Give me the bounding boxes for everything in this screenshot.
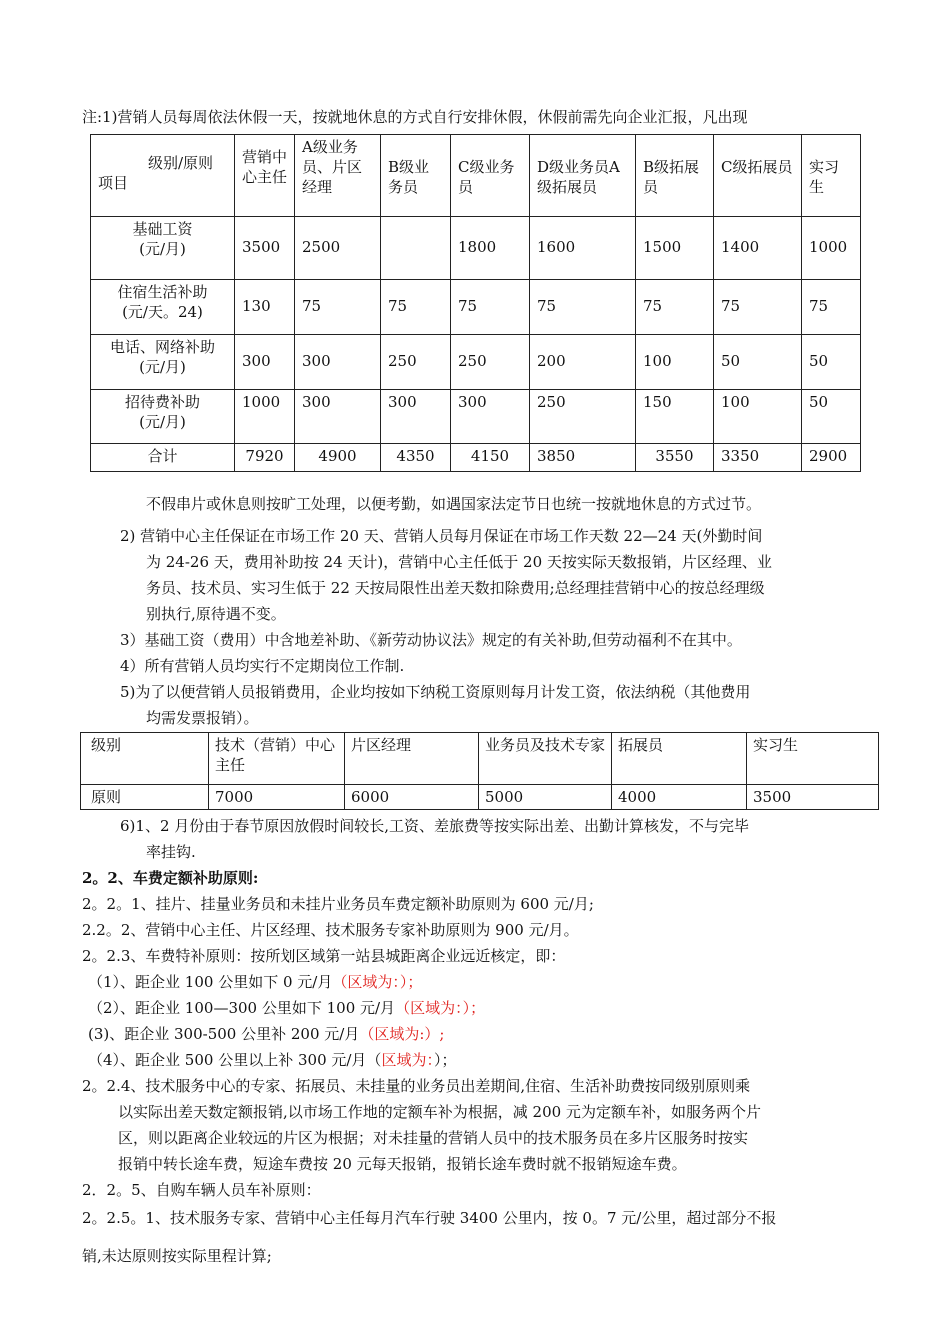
corner-cell bbox=[91, 135, 235, 217]
cell: 300 bbox=[235, 335, 295, 390]
item-text: （1）、距企业 100 公里如下 0 元/月 bbox=[88, 973, 333, 991]
col-header: 技术（营销）中心主任 bbox=[209, 733, 345, 785]
table-row bbox=[91, 280, 861, 335]
list-item bbox=[88, 1050, 456, 1070]
para-2-line: 为 24-26 天，费用补助按 24 天计)，营销中心主任低于 20 天按实际天数报销，片区经理、业 bbox=[146, 553, 772, 571]
list-item bbox=[88, 972, 422, 992]
row-label: 原则 bbox=[81, 785, 209, 810]
item-region: （区域为:）; bbox=[359, 1025, 445, 1043]
clause-2-2-5-1-line: 2。2.5。1、技术服务专家、营销中心主任每月汽车行驶 3400 公里内，按 0。7 元/公里，超过部分不报 bbox=[82, 1209, 777, 1227]
cell: 4000 bbox=[612, 785, 747, 810]
row-label: 招待费补助 bbox=[124, 393, 200, 411]
cell: 50 bbox=[714, 335, 802, 390]
corner-bottom: 项目 bbox=[98, 174, 129, 192]
col-header: C级业务员 bbox=[451, 135, 530, 217]
para-5-line: 5)为了以便营销人员报销费用，企业均按如下纳税工资原则每月计发工资，依法纳税（其他费用 bbox=[120, 683, 751, 701]
cell bbox=[381, 217, 451, 280]
cell: 75 bbox=[381, 280, 451, 335]
cell: 7920 bbox=[235, 444, 295, 472]
cell: 1500 bbox=[636, 217, 714, 280]
col-header: 营销中心主任 bbox=[235, 135, 295, 217]
col-header: C级拓展员 bbox=[714, 135, 802, 217]
col-header: 实习生 bbox=[747, 733, 879, 785]
row-label: 电话、网络补助 bbox=[109, 338, 215, 356]
list-item bbox=[88, 1024, 444, 1044]
clause-2-2-1: 2。2。1、挂片、挂量业务员和未挂片业务员车费定额补助原则为 600 元/月; bbox=[82, 895, 594, 913]
cell: 1600 bbox=[530, 217, 636, 280]
para-3: 3）基础工资（费用）中含地差补助、《新劳动协议法》规定的有关补助,但劳动福利不在其中。 bbox=[120, 631, 742, 649]
section-title: 2。2、车费定额补助原则: bbox=[82, 869, 259, 887]
row-label-unit: (元/月) bbox=[139, 358, 186, 376]
cell: 4350 bbox=[381, 444, 451, 472]
cell: 75 bbox=[636, 280, 714, 335]
cell: 6000 bbox=[345, 785, 479, 810]
cell: 1800 bbox=[451, 217, 530, 280]
col-header: 拓展员 bbox=[612, 733, 747, 785]
para-1: 不假串片或休息则按旷工处理，以便考勤，如遇国家法定节日也统一按就地休息的方式过节。 bbox=[146, 495, 762, 513]
cell: 100 bbox=[636, 335, 714, 390]
cell: 250 bbox=[381, 335, 451, 390]
cell: 3500 bbox=[747, 785, 879, 810]
cell: 7000 bbox=[209, 785, 345, 810]
table-header-row bbox=[91, 135, 861, 217]
cell: 3350 bbox=[714, 444, 802, 472]
cell: 4150 bbox=[451, 444, 530, 472]
cell: 1000 bbox=[802, 217, 861, 280]
row-label-unit: (元/月) bbox=[139, 240, 186, 258]
clause-2-2-2: 2.2。2、营销中心主任、片区经理、技术服务专家补助原则为 900 元/月。 bbox=[82, 921, 579, 939]
cell: 2500 bbox=[295, 217, 381, 280]
cell: 300 bbox=[451, 390, 530, 444]
note-top: 注:1)营销人员每周依法休假一天，按就地休息的方式自行安排休假，休假前需先向企业汇报，凡出现 bbox=[82, 108, 748, 126]
clause-2-2-5: 2．2。5、自购车辆人员车补原则： bbox=[82, 1181, 321, 1199]
col-header: B级拓展员 bbox=[636, 135, 714, 217]
cell: 75 bbox=[530, 280, 636, 335]
row-label-unit: (元/天。24) bbox=[122, 303, 203, 321]
table-row bbox=[91, 390, 861, 444]
item-text: (3)、距企业 300-500 公里补 200 元/月 bbox=[88, 1025, 360, 1043]
cell: 3850 bbox=[530, 444, 636, 472]
row-label-unit: (元/月) bbox=[139, 413, 186, 431]
cell: 4900 bbox=[295, 444, 381, 472]
cell: 3550 bbox=[636, 444, 714, 472]
para-2-line: 别执行,原待遇不变。 bbox=[146, 605, 286, 623]
col-header: D级业务员A级拓展员 bbox=[530, 135, 636, 217]
item-region: 区域为： bbox=[381, 1051, 434, 1069]
item-text: （2）、距企业 100—300 公里如下 100 元/月 bbox=[88, 999, 396, 1017]
row-label: 合计 bbox=[91, 444, 235, 472]
cell: 50 bbox=[802, 335, 861, 390]
cell: 50 bbox=[802, 390, 861, 444]
cell: 5000 bbox=[479, 785, 612, 810]
item-region: （区域为：）； bbox=[332, 973, 423, 991]
para-5-line: 均需发票报销）。 bbox=[146, 709, 259, 727]
col-header: B级业务员 bbox=[381, 135, 451, 217]
clause-2-2-4-line: 区，则以距离企业较远的片区为根据；对未挂量的营销人员中的技术服务员在多片区服务时按实 bbox=[118, 1129, 749, 1147]
cell: 200 bbox=[530, 335, 636, 390]
para-4: 4）所有营销人员均实行不定期岗位工作制. bbox=[120, 657, 405, 675]
col-header: 片区经理 bbox=[345, 733, 479, 785]
para-2-line: 2) 营销中心主任保证在市场工作 20 天、营销人员每月保证在市场工作天数 22—24 天(外勤时间 bbox=[120, 527, 763, 545]
para-6-line: 率挂钩. bbox=[146, 843, 196, 861]
col-header: 级别 bbox=[81, 733, 209, 785]
clause-2-2-4-line: 2。2.4、技术服务中心的专家、拓展员、未挂量的业务员出差期间,住宿、生活补助费按同级别原则乘 bbox=[82, 1077, 751, 1095]
clause-2-2-3: 2。2.3、车费特补原则：按所划区域第一站县城距离企业远近核定，即： bbox=[82, 947, 566, 965]
table-header-row bbox=[81, 733, 879, 785]
col-header: 业务员及技术专家 bbox=[479, 733, 612, 785]
col-header: A级业务员、片区经理 bbox=[295, 135, 381, 217]
tax-salary-table bbox=[80, 732, 879, 810]
clause-2-2-5-1-line: 销,未达原则按实际里程计算; bbox=[82, 1247, 272, 1265]
clause-2-2-4-line: 报销中转长途车费，短途车费按 20 元每天报销，报销长途车费时就不报销短途车费。 bbox=[118, 1155, 687, 1173]
cell: 300 bbox=[381, 390, 451, 444]
table-row bbox=[81, 785, 879, 810]
table-row bbox=[91, 217, 861, 280]
cell: 300 bbox=[295, 335, 381, 390]
col-header: 实习生 bbox=[802, 135, 861, 217]
item-text: （4）、距企业 500 公里以上补 300 元/月（ bbox=[88, 1051, 382, 1069]
item-region: （区域为：）； bbox=[395, 999, 486, 1017]
cell: 1000 bbox=[235, 390, 295, 444]
cell: 3500 bbox=[235, 217, 295, 280]
cell: 100 bbox=[714, 390, 802, 444]
cell: 250 bbox=[451, 335, 530, 390]
row-label: 住宿生活补助 bbox=[117, 283, 208, 301]
salary-table bbox=[90, 134, 861, 472]
cell: 75 bbox=[714, 280, 802, 335]
cell: 75 bbox=[802, 280, 861, 335]
cell: 250 bbox=[530, 390, 636, 444]
table-row bbox=[91, 335, 861, 390]
clause-2-2-4-line: 以实际出差天数定额报销,以市场工作地的定额车补为根据，减 200 元为定额车补，如服务两个片 bbox=[118, 1103, 761, 1121]
cell: 75 bbox=[451, 280, 530, 335]
cell: 75 bbox=[295, 280, 381, 335]
cell: 150 bbox=[636, 390, 714, 444]
para-2-line: 务员、技术员、实习生低于 22 天按局限性出差天数扣除费用;总经理挂营销中心的按总经理级 bbox=[146, 579, 765, 597]
corner-top: 级别/原则 bbox=[148, 154, 214, 172]
item-tail: ）； bbox=[433, 1051, 457, 1069]
para-6-line: 6)1、2 月份由于春节原因放假时间较长,工资、差旅费等按实际出差、出勤计算核发，不与完毕 bbox=[120, 817, 750, 835]
list-item bbox=[88, 998, 485, 1018]
cell: 2900 bbox=[802, 444, 861, 472]
cell: 130 bbox=[235, 280, 295, 335]
cell: 300 bbox=[295, 390, 381, 444]
cell: 1400 bbox=[714, 217, 802, 280]
table-total-row bbox=[91, 444, 861, 472]
row-label: 基础工资 bbox=[132, 220, 193, 238]
